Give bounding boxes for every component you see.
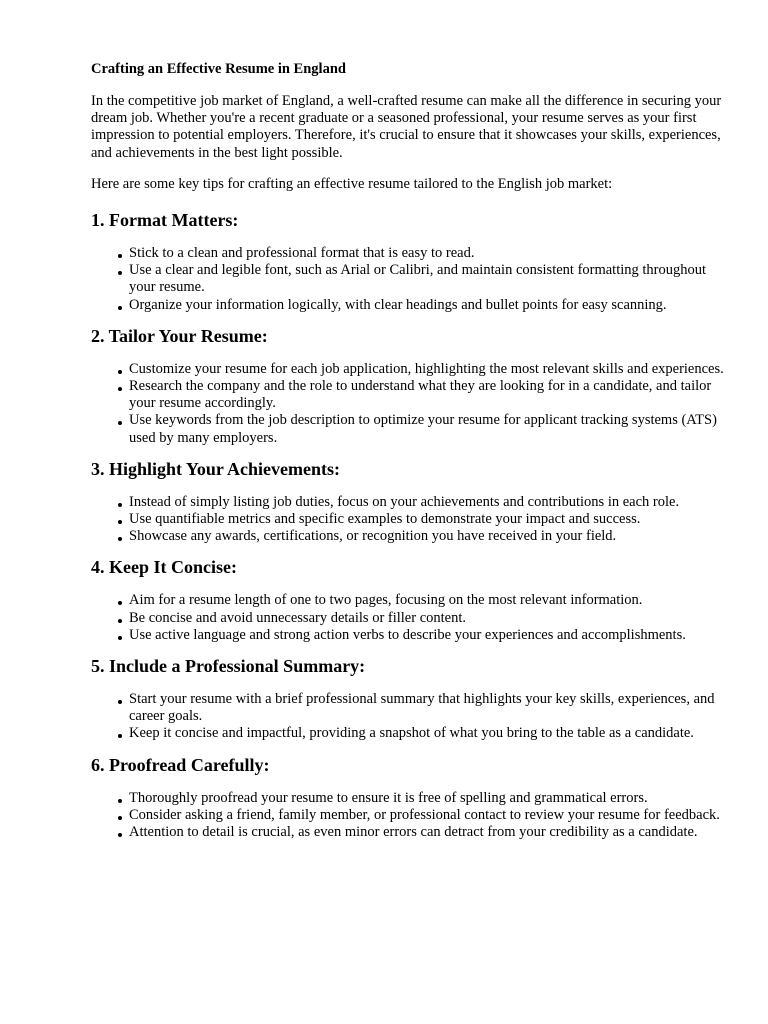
bullet-text: Attention to detail is crucial, as even minor errors can detract from your credibility as a candidate. [129,824,698,841]
section-heading: 4. Keep It Concise: [91,557,237,578]
bullet-dot-icon [118,799,122,803]
bullet-text: Research the company and the role to understand what they are looking for in a candidate, and tailor your resume accordingly. [129,378,712,412]
bullet-dot-icon [118,387,122,391]
bullet-item [91,691,728,725]
bullet-dot-icon [118,520,122,524]
bullet-text: Start your resume with a brief professional summary that highlights your key skills, experiences, and career goals. [129,691,715,725]
bullet-text: Aim for a resume length of one to two pages, focusing on the most relevant information. [129,592,643,609]
bullet-item [91,528,728,545]
bullet-item [91,627,728,644]
bullet-dot-icon [118,636,122,640]
bullet-dot-icon [118,619,122,623]
bullet-item [91,361,728,378]
bullet-item [91,824,728,841]
section-heading: 2. Tailor Your Resume: [91,325,268,346]
bullet-dot-icon [118,833,122,837]
bullet-dot-icon [118,601,122,605]
bullet-text: Use quantifiable metrics and specific examples to demonstrate your impact and success. [129,511,641,528]
section-heading: 6. Proofread Carefully: [91,754,270,775]
lead-paragraph: Here are some key tips for crafting an effective resume tailored to the English job market: [91,175,613,192]
bullet-text: Stick to a clean and professional format that is easy to read. [129,245,475,262]
bullet-item [91,610,728,627]
bullet-text: Use active language and strong action verbs to describe your experiences and accomplishments. [129,626,686,643]
bullet-text: Customize your resume for each job application, highlighting the most relevant skills and experiences. [129,360,724,377]
bullet-dot-icon [118,271,122,275]
section-heading: 3. Highlight Your Achievements: [91,458,341,479]
bullet-item [91,790,728,807]
bullet-text: Be concise and avoid unnecessary details or filler content. [129,609,467,626]
bullet-text: Showcase any awards, certifications, or recognition you have received in your field. [129,528,617,545]
bullet-text: Organize your information logically, with clear headings and bullet points for easy scanning. [129,296,667,313]
bullet-item [91,511,728,528]
intro-paragraph: In the competitive job market of England, a well-crafted resume can make all the difference in securing your dream job. Whether you're a recent graduate or a seasoned professional, your resume serves as your first impression to potential employers. Therefore, it's crucial to ensure that it showcases your skills, experiences, and achievements in the best light possible. [91,93,722,161]
bullet-text: Instead of simply listing job duties, focus on your achievements and contributions in each role. [129,493,680,510]
bullet-list [91,361,728,447]
bullet-item [91,494,728,511]
section-heading: 1. Format Matters: [91,210,239,231]
bullet-list [91,494,728,546]
bullet-item [91,378,728,412]
bullet-dot-icon [118,816,122,820]
bullet-dot-icon [118,370,122,374]
bullet-list [91,245,728,314]
bullet-dot-icon [118,734,122,738]
bullet-text: Consider asking a friend, family member, or professional contact to review your resume for feedback. [129,806,720,823]
bullet-dot-icon [118,503,122,507]
bullet-dot-icon [118,306,122,310]
bullet-item [91,725,728,742]
bullet-dot-icon [118,537,122,541]
bullet-item [91,297,728,314]
bullet-item [91,807,728,824]
document-title: Crafting an Effective Resume in England [91,61,346,77]
bullet-text: Use a clear and legible font, such as Arial or Calibri, and maintain consistent formatting throughout your resume. [129,262,707,296]
bullet-item [91,245,728,262]
bullet-text: Use keywords from the job description to optimize your resume for applicant tracking systems (ATS) used by many employers. [129,412,717,446]
bullet-list [91,790,728,842]
section-heading: 5. Include a Professional Summary: [91,656,366,677]
bullet-item [91,262,728,296]
bullet-list [91,592,728,644]
bullet-dot-icon [118,421,122,425]
bullet-item [91,412,728,446]
bullet-text: Keep it concise and impactful, providing a snapshot of what you bring to the table as a candidate. [129,725,694,742]
sections-container [91,209,728,841]
bullet-item [91,592,728,609]
bullet-text: Thoroughly proofread your resume to ensure it is free of spelling and grammatical errors. [129,789,648,806]
bullet-dot-icon [118,700,122,704]
bullet-dot-icon [118,254,122,258]
bullet-list [91,691,728,743]
